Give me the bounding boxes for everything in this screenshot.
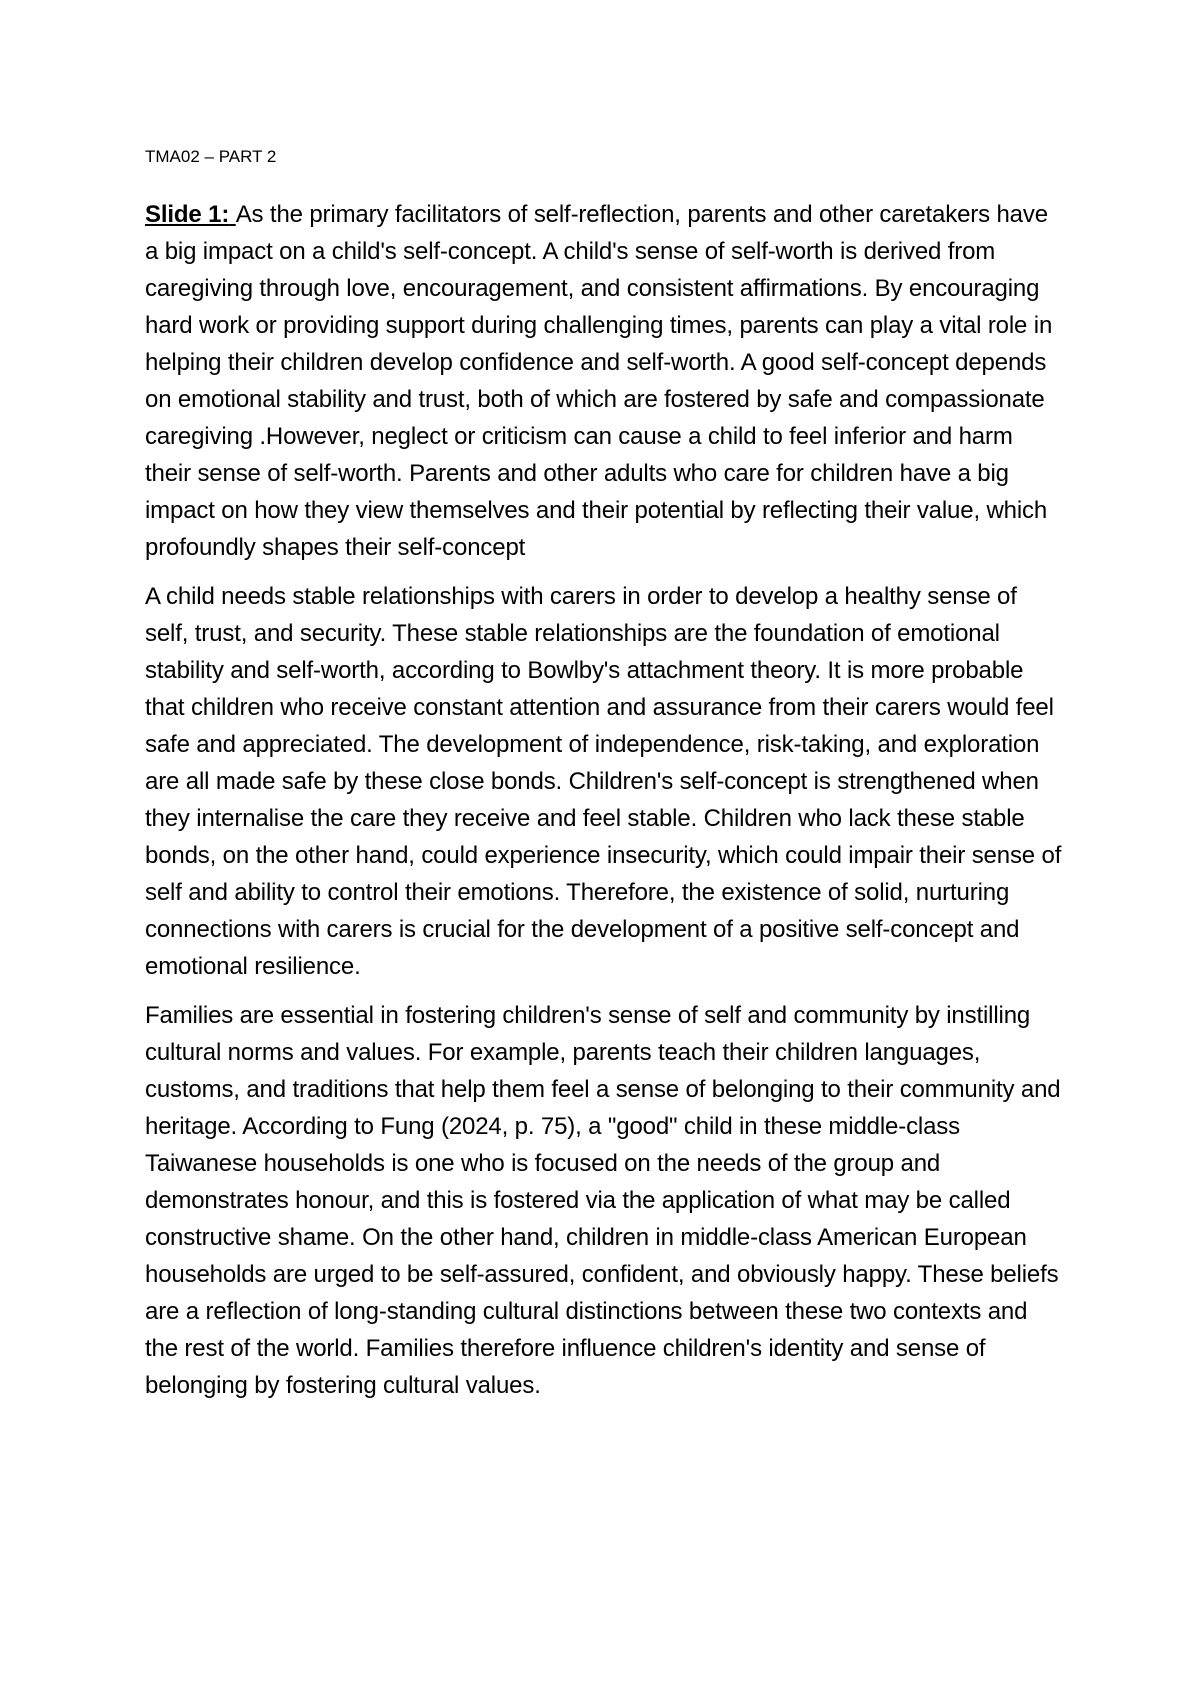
paragraph-slide-1: [145, 196, 1065, 566]
paragraph-text: As the primary facilitators of self-reflection, parents and other caretakers have a big impact on a child's self-concept. A child's sense of self-worth is derived from caregiving through love, encouragement, and consistent affirmations. By encouraging hard work or providing support during challenging times, parents can play a vital role in helping their children develop confidence and self-worth. A good self-concept depends on emotional stability and trust, both of which are fostered by safe and compassionate caregiving .However, neglect or criticism can cause a child to feel inferior and harm their sense of self-worth. Parents and other adults who care for children have a big impact on how they view themselves and their potential by reflecting their value, which profoundly shapes their self-concept: [145, 201, 1053, 561]
paragraph-culture: Families are essential in fostering children's sense of self and community by instilling cultural norms and values. For example, parents teach their children languages, customs, and traditions that help them feel a sense of belonging to their community and heritage. According to Fung (2024, p. 75), a "good" child in these middle-class Taiwanese households is one who is focused on the needs of the group and demonstrates honour, and this is fostered via the application of what may be called constructive shame. On the other hand, children in middle-class American European households are urged to be self-assured, confident, and obviously happy. These beliefs are a reflection of long-standing cultural distinctions between these two contexts and the rest of the world. Families therefore influence children's identity and sense of belonging by fostering cultural values.: [145, 1002, 1061, 1399]
document-body: [145, 146, 1065, 1416]
document-header: TMA02 – PART 2: [145, 147, 277, 166]
slide-label: Slide 1:: [145, 201, 230, 228]
paragraph-attachment: A child needs stable relationships with carers in order to develop a healthy sense of self, trust, and security. These stable relationships are the foundation of emotional stability and self-worth, according to Bowlby's attachment theory. It is more probable that children who receive constant attention and assurance from their carers would feel safe and appreciated. The development of independence, risk-taking, and exploration are all made safe by these close bonds. Children's self-concept is strengthened when they internalise the care they receive and feel stable. Children who lack these stable bonds, on the other hand, could experience insecurity, which could impair their sense of self and ability to control their emotions. Therefore, the existence of solid, nurturing connections with carers is crucial for the development of a positive self-concept and emotional resilience.: [145, 583, 1062, 980]
